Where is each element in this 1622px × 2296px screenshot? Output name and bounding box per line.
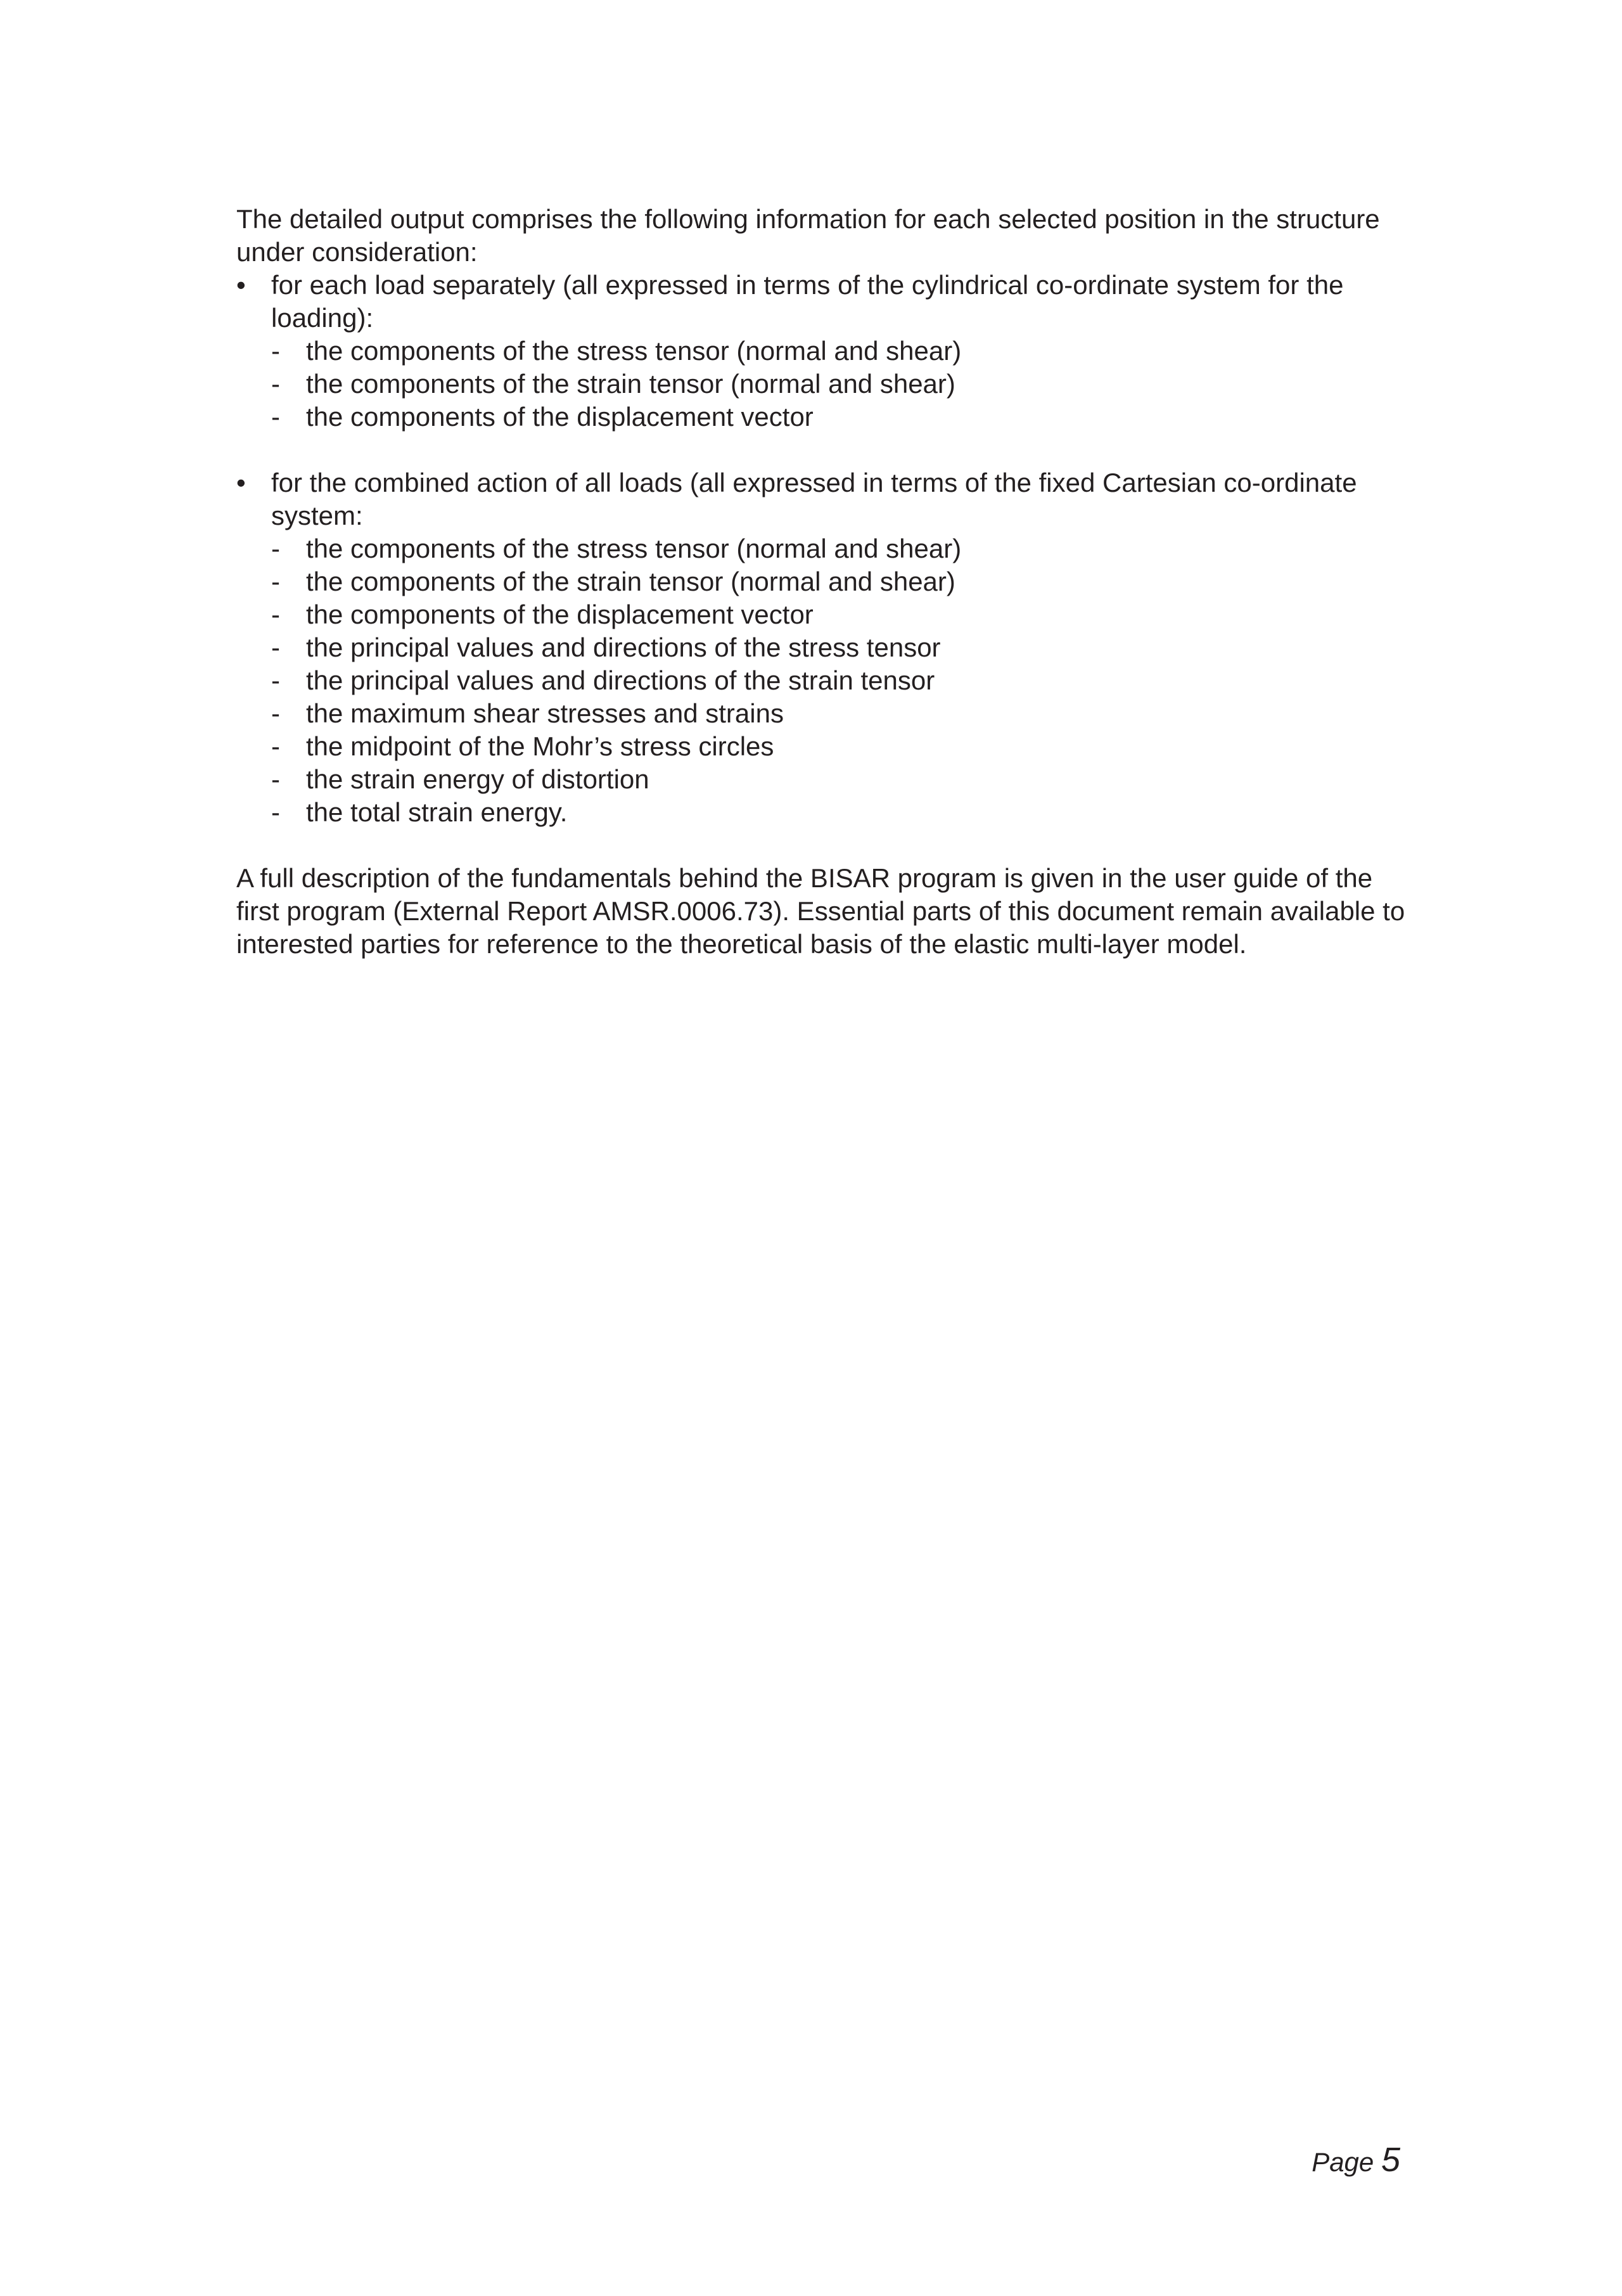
list-item [271,335,1408,368]
dash-mark: - [271,632,280,662]
dash-mark: - [271,698,280,728]
list-item-text: the components of the strain tensor (normal and shear) [306,369,955,399]
list-item-text: the strain energy of distortion [306,764,649,794]
page-label: Page [1312,2147,1374,2177]
bullet-item [236,269,1408,433]
page-footer [1312,2141,1400,2181]
list-item [271,697,1408,730]
list-item [271,401,1408,433]
list-item [271,368,1408,401]
list-item [271,598,1408,631]
closing-paragraph: A full description of the fundamentals behind the BISAR program is given in the user guide of the first program (External Report AMSR.0006.73). Essential parts of this document remain available to interested parties for reference to the theoretical basis of the elastic multi-layer model. [236,863,1405,959]
list-item-text: the components of the stress tensor (normal and shear) [306,336,962,366]
bullet-mark: • [236,270,246,300]
list-item-text: the components of the stress tensor (normal and shear) [306,534,962,563]
sub-list [271,335,1408,433]
dash-mark: - [271,567,280,596]
list-item [271,565,1408,598]
dash-mark: - [271,534,280,563]
sub-list [271,532,1408,829]
list-item [271,763,1408,796]
list-item-text: the principal values and directions of the stress tensor [306,632,941,662]
dash-mark: - [271,665,280,695]
dash-mark: - [271,764,280,794]
dash-mark: - [271,797,280,827]
dash-mark: - [271,336,280,366]
intro-paragraph: The detailed output comprises the following information for each selected position in the structure under consideration: [236,204,1380,267]
list-item [271,532,1408,565]
page-content [236,203,1408,961]
bullet-text: for the combined action of all loads (all expressed in terms of the fixed Cartesian co-ordinate system: [271,468,1357,530]
list-item-text: the maximum shear stresses and strains [306,698,784,728]
list-item-text: the midpoint of the Mohr’s stress circles [306,731,774,761]
bullet-mark: • [236,468,246,497]
page-number: 5 [1381,2141,1400,2179]
bullet-text: for each load separately (all expressed in terms of the cylindrical co-ordinate system for the loading): [271,270,1344,333]
dash-mark: - [271,600,280,629]
list-item-text: the components of the displacement vector [306,402,814,432]
list-item-text: the principal values and directions of the strain tensor [306,665,935,695]
list-item [271,664,1408,697]
list-item [271,796,1408,829]
list-item [271,631,1408,664]
bullet-item [236,466,1408,829]
dash-mark: - [271,402,280,432]
list-item-text: the components of the displacement vector [306,600,814,629]
list-item-text: the components of the strain tensor (normal and shear) [306,567,955,596]
list-item [271,730,1408,763]
dash-mark: - [271,731,280,761]
list-item-text: the total strain energy. [306,797,568,827]
dash-mark: - [271,369,280,399]
